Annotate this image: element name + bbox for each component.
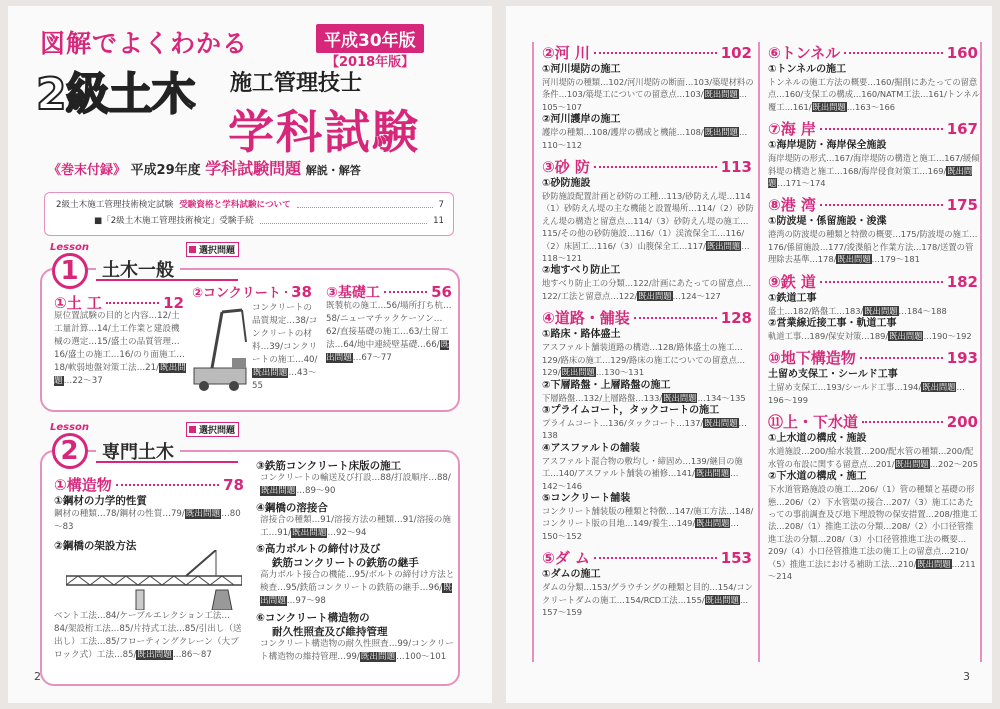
subsection-title: ②下層路盤・上層路盤の施工 [542, 379, 671, 391]
past-questions-label: 既出問題 [253, 368, 288, 378]
past-questions-label: 既出問題 [917, 558, 951, 569]
body-text: 盛土…182/路盤工…183/ [768, 305, 864, 316]
l2-sub1-title: ①鋼材の力学的性質 [54, 495, 147, 507]
subsection-body [768, 152, 980, 189]
body-tail: …118～121 [542, 240, 750, 264]
subsection-body [768, 483, 980, 582]
body-text: コンクリートの輸送及び打設…88/打設順序…88/ [260, 473, 451, 483]
past-questions-label: 既出問題 [705, 594, 739, 605]
past-questions-label: 既出問題 [360, 652, 396, 662]
intro-line-2-page: 11 [433, 216, 444, 226]
subsection-body [768, 381, 980, 406]
l2-sub3-body [260, 472, 456, 498]
body-text: アスファルト混合物の敷均し・締固め…139/継目の施工…140/アスファルト舗装の補修…141/ [542, 455, 743, 479]
subsection-body [542, 417, 754, 442]
past-questions-label: 既出問題 [137, 650, 172, 660]
body-tail: …110～112 [542, 127, 748, 150]
appendix-year: 平成29年度 [130, 163, 201, 178]
section-foundation-page: 56 [431, 283, 452, 301]
section-foundation-name: ③基礎工 [326, 285, 380, 301]
page-number-right: 3 [963, 670, 970, 683]
past-questions-label: 既出問題 [704, 89, 738, 100]
chapter-heading[interactable] [542, 156, 752, 177]
year-tag: 【2018年版】 [326, 55, 415, 70]
lesson2-tag: 選択問題 [186, 422, 239, 437]
subsection-body [542, 581, 754, 618]
body-text: 既製杭の施工…56/場所打ち杭…58/ニューマチックケーソン…62/直接基礎の施工…63/土留工法…64/地中連続壁基礎…66/ [326, 301, 452, 350]
past-questions-label: 既出問題 [663, 392, 697, 403]
subsection-title: ④アスファルトの舗装 [542, 442, 640, 454]
past-questions-label: 既出問題 [695, 468, 730, 479]
right-page [506, 6, 992, 703]
subsection-title: ①路床・路体盛土 [542, 329, 621, 341]
body-text: ダムの分類…153/グラウチングの種類と目的…154/コンクリートダムの施工…154/RCD工法…155/ [542, 582, 753, 605]
body-text: 鋼材の種類…78/鋼材の性質…79/ [54, 509, 185, 519]
body-tail: …179～181 [871, 254, 920, 265]
chapter-page: 200 [946, 413, 978, 432]
past-questions-label: 既出問題 [638, 290, 672, 301]
lesson2-title: 専門土木 [96, 438, 180, 464]
body-tail: …92～94 [327, 528, 367, 538]
body-text: アスファルト舗装道路の構造…128/路体盛土の施工…129/路床の施工…129/路床の施工についての留意点…129/ [542, 342, 746, 378]
body-tail: …211～214 [768, 558, 976, 581]
body-text: 地すべり防止工の分類…122/計画にあたっての留意点…122/工法と留意点…122/ [542, 278, 752, 301]
title-exam-small: 施工管理技士 [230, 71, 363, 96]
past-questions-label: 既出問題 [54, 363, 186, 386]
chapter-name: ④道路・舗装 [542, 309, 630, 328]
chapter-heading[interactable] [768, 271, 978, 292]
chapter-page: 167 [946, 120, 978, 139]
chapter-page: 182 [946, 272, 978, 291]
appendix-label: 《巻末付録》 [48, 163, 127, 178]
chapter-name: ⑨鉄 道 [768, 272, 816, 291]
appendix-suffix: 解説・解答 [305, 164, 361, 177]
chapter-name: ⑥トンネル [768, 44, 841, 62]
past-questions-label: 既出問題 [768, 165, 973, 189]
section-earthwork-page: 12 [163, 294, 184, 312]
l2-sub1-body [54, 508, 242, 534]
l2-sub2-title: ②鋼橋の架設方法 [54, 540, 137, 552]
lesson1-tag: 選択問題 [186, 242, 239, 257]
subsection-title: ③プライムコート，タックコートの施工 [542, 404, 720, 416]
past-questions-label: 既出問題 [261, 486, 296, 496]
chapter-page: 128 [720, 309, 752, 328]
subsection-title: 土留め支保工・シールド工事 [768, 369, 898, 381]
section-earthwork-name: ①土 工 [54, 294, 102, 312]
subsection-body [768, 330, 980, 342]
subsection-title: ①防波堤・係留施設・浚渫 [768, 216, 887, 228]
l2-sub5-body [260, 569, 456, 608]
body-tail: …67～77 [352, 353, 392, 363]
body-text: 砂防施設配置計画と砂防の工種…113/砂防えん堤…114（1）砂防えん堤の主な機能と設置場所…114/（2）砂防えん堤の構造と留意点…114/（3）砂防えん堤の施工…115/その他の砂防施設…116/（1）渓流保全工…116/（2）床固工…116/（3）山腹保全工…117/ [542, 191, 754, 251]
body-tail: …97～98 [286, 596, 326, 606]
body-text: 下層路盤…132/上層路盤…133/ [542, 392, 663, 403]
body-tail: …86～87 [172, 650, 212, 660]
past-questions-label: 既出問題 [704, 127, 738, 138]
subsection-body [542, 341, 754, 378]
body-text: 河川堤防の種類…102/河川堤防の断面…103/築堤材料の条件…103/築堤工についての留意点…103/ [542, 77, 754, 100]
past-questions-label: 既出問題 [326, 340, 450, 363]
right-column-1 [532, 42, 756, 662]
chapter-name: ⑧港 湾 [768, 196, 816, 215]
past-questions-label: 既出問題 [812, 101, 846, 112]
intro-line-1-page: 7 [438, 200, 444, 210]
l2-sub3-title: ③鉄筋コンクリート床版の施工 [256, 460, 402, 472]
chapter-name: ⑤ダ ム [542, 549, 590, 568]
lesson2-underline [96, 461, 238, 463]
page-number-left: 2 [34, 670, 41, 683]
body-text: コンクリートの品質規定…38/コンクリートの材料…39/コンクリートの施工…40/ [252, 303, 318, 365]
chapter-page: 113 [720, 158, 752, 177]
chapter-heading[interactable] [768, 42, 978, 63]
subsection-title: ①ダムの施工 [542, 569, 601, 581]
subsection-body [542, 455, 754, 492]
section-foundation-body [326, 300, 454, 365]
subsection-body [768, 445, 980, 470]
body-tail: …43～55 [252, 368, 317, 391]
chapter-page: 175 [946, 196, 978, 215]
body-text: 軌道工事…189/保安対策…189/ [768, 331, 889, 342]
column-2-list [760, 42, 980, 582]
past-questions-label: 既出問題 [889, 331, 923, 342]
body-tail: …202～205 [929, 458, 978, 469]
lesson1-badge [50, 242, 89, 289]
body-tail: …196～199 [768, 382, 965, 405]
chapter-name: ⑪上・下水道 [768, 413, 859, 432]
title-top: 図解でよくわかる [40, 29, 249, 58]
body-tail: …80～83 [54, 509, 241, 532]
section-concrete-body [252, 302, 320, 393]
chapter-heading[interactable] [768, 347, 978, 368]
section-concrete-name: ②コンクリート [192, 286, 281, 301]
intro-line-1-b: 受験資格と学科試験について [179, 200, 291, 210]
subsection-body [542, 505, 754, 542]
subsection-title: ②営業線近接工事・軌道工事 [768, 318, 897, 330]
right-column-2 [758, 42, 982, 662]
lesson2-number: 2 [52, 433, 88, 469]
l2-sub2-body [54, 610, 242, 662]
body-tail: …105～107 [542, 89, 748, 112]
body-tail: …184～188 [898, 305, 947, 316]
past-questions-label: 既出問題 [260, 583, 452, 606]
l2-sub6-body [260, 638, 456, 664]
body-tail: …171～174 [777, 178, 826, 189]
subsection-body [542, 277, 754, 302]
lesson1-label: Lesson [50, 242, 90, 253]
subsection-body [542, 392, 754, 404]
chapter-heading[interactable] [542, 42, 752, 63]
body-tail: …100～101 [396, 652, 447, 662]
chapter-heading[interactable] [768, 118, 978, 139]
body-text: ベント工法…84/ケーブルエレクション工法…84/架設桁工法…85/片持式工法…85/引出し（送出し）工法…85/フローティングクレーン（大ブロック式）工法…85/ [54, 611, 242, 660]
section-structures-page: 78 [223, 476, 244, 494]
section-structures[interactable] [54, 474, 244, 495]
section-concrete-page: 38 [291, 283, 312, 301]
appendix-title: 学科試験問題 [205, 159, 302, 178]
subsection-body [768, 305, 980, 317]
bridge-erection-illustration [66, 550, 242, 610]
subsection-title: ②下水道の構成・施工 [768, 471, 867, 483]
chapter-page: 102 [720, 44, 752, 62]
chapter-heading[interactable] [768, 411, 978, 432]
body-text: 溶接合の種類…91/溶接方法の種類…91/溶接の施工…91/ [260, 515, 451, 538]
pump-truck-illustration [192, 302, 252, 394]
body-tail: …130～131 [595, 367, 645, 378]
chapter-heading[interactable] [542, 547, 752, 568]
column-1-list [534, 42, 756, 618]
subsection-body [768, 228, 980, 265]
l2-sub6-title-a: ⑥コンクリート構造物の [256, 612, 370, 624]
body-text: 下水道管路施設の施工…206/（1）管の種類と基礎の形態…206/（2）下水管渠の接合…207/（3）施工にあたっての事前調査及び地下埋設物の保安措置…208/推進工法…208/（1）推進工法の分類…208/（2）小口径管推進工法の分類…208/（3）小口径管推進工法の概要…209/（4）小口径管推進工法の施工上の留意点…210/（5）推進工法における補助工法…210/ [768, 484, 978, 569]
edition-badge: 平成30年版 [316, 24, 424, 53]
section-structures-name: ①構造物 [54, 476, 112, 494]
section-concrete[interactable] [192, 282, 312, 301]
past-questions-label: 既出問題 [185, 509, 221, 519]
lesson1-number: 1 [52, 253, 88, 289]
left-page [8, 6, 492, 703]
body-tail: …142～146 [542, 468, 739, 491]
past-questions-label: 既出問題 [696, 518, 730, 529]
body-tail: …150～152 [542, 518, 739, 541]
body-tail: …190～192 [923, 331, 972, 342]
subsection-title: ①砂防施設 [542, 178, 591, 190]
past-questions-label: 既出問題 [706, 240, 741, 251]
title-main: 学科試験 [228, 105, 420, 159]
body-text: コンクリート舗装版の種類と特徴…147/施工方法…148/コンクリート版の目地…149/養生…149/ [542, 505, 754, 529]
lesson2-badge [50, 422, 89, 469]
body-text: 護岸の種類…108/護岸の構成と機能…108/ [542, 127, 704, 138]
subsection-body [768, 76, 980, 113]
lesson1-underline [96, 279, 238, 281]
body-tail: …89～90 [296, 486, 336, 496]
section-earthwork-body [54, 310, 186, 388]
body-text: 港湾の防波堤の種類と特徴の概要…175/防波堤の施工…176/係留施設…177/浚渫船と作業方法…178/送置の管理除去基準…178/ [768, 229, 978, 265]
subsection-title: ①河川堤防の施工 [542, 64, 621, 75]
intro-line-2[interactable] [94, 215, 444, 228]
subsection-body [542, 190, 754, 264]
past-questions-label: 既出問題 [864, 305, 898, 316]
body-tail: …22～37 [63, 376, 103, 386]
chapter-name: ⑦海 岸 [768, 120, 816, 139]
chapter-name: ③砂 防 [542, 158, 590, 177]
subsection-title: ②河川護岸の施工 [542, 114, 621, 126]
lesson1-title: 土木一般 [96, 256, 180, 282]
body-text: 水道施設…200/給水装置…200/配水管の種類…200/配水管の布設に関する留意点…201/ [768, 446, 974, 469]
l2-sub5-title-a: ⑤高力ボルトの締付け及び [256, 543, 381, 555]
body-text: コンクリート構造物の耐久性照査…99/コンクリート構造物の維持管理…99/ [260, 639, 454, 662]
body-text: 原位置試験の目的と内容…12/土工量計算…14/土工作業と建設機械の選定…15/盛土の品質管理…16/盛土の施工…16/のり面施工…18/軟弱地盤対策工法…21/ [54, 311, 185, 373]
subsection-title: ⑤コンクリート舗装 [542, 492, 631, 504]
appendix-line [48, 156, 361, 179]
title-grade: 2級土木 [36, 69, 195, 120]
subsection-body [542, 76, 754, 113]
chapter-page: 153 [720, 549, 752, 568]
past-questions-label: 既出問題 [837, 254, 871, 265]
chapter-name: ⑩地下構造物 [768, 349, 856, 368]
intro-line-1-a: 2級土木施工管理技術検定試験 [56, 200, 174, 210]
chapter-name: ②河 川 [542, 44, 590, 62]
subsection-title: ②地すべり防止工 [542, 265, 621, 277]
chapter-heading[interactable] [768, 194, 978, 215]
subsection-title: ①鉄道工事 [768, 292, 817, 304]
intro-line-2-text: ■「2級土木施工管理技術検定」受験手続 [94, 216, 254, 226]
past-questions-label: 既出問題 [561, 367, 595, 378]
subsection-title: ①上水道の構成・施設 [768, 433, 867, 445]
body-tail: …134～135 [697, 392, 746, 403]
body-tail: …124～127 [672, 290, 721, 301]
subsection-body [542, 126, 754, 151]
chapter-page: 193 [946, 349, 978, 368]
body-tail: …163～166 [846, 101, 896, 112]
body-text: 土留め支保工…193/シールド工事…194/ [768, 382, 922, 393]
body-text: 高力ボルト接合の機能…95/ボルトの締付け方法と検査…95/鉄筋コンクリートの鉄筋の継手…96/ [260, 570, 455, 593]
past-questions-label: 既出問題 [292, 528, 327, 538]
body-text: トンネルの施工方法の概要…160/掘削にあたっての留意点…160/支保工の構成…160/NATM工法…161/トンネル覆工…161/ [768, 77, 980, 112]
body-tail: …138 [542, 417, 747, 441]
past-questions-label: 既出問題 [704, 417, 738, 428]
subsection-title: ①海岸堤防・海岸保全施設 [768, 140, 887, 152]
chapter-page: 160 [946, 44, 978, 62]
l2-sub6-title-b: 耐久性照査及び維持管理 [272, 626, 388, 638]
section-foundation[interactable] [326, 282, 452, 302]
l2-sub4-body [260, 514, 456, 540]
body-text: プライムコート…136/タックコート…137/ [542, 417, 704, 428]
subsection-title: ①トンネルの施工 [768, 64, 847, 75]
lesson2-label: Lesson [50, 422, 90, 433]
chapter-heading[interactable] [542, 307, 752, 328]
past-questions-label: 既出問題 [895, 458, 929, 469]
past-questions-label: 既出問題 [922, 382, 956, 393]
body-text: 海岸堤防の形式…167/海岸堤防の構造と施工…167/緩傾斜堤の構造と施工…168/海岸侵食対策工…169/ [768, 153, 980, 176]
l2-sub5-title-b: 鉄筋コンクリートの鉄筋の継手 [272, 557, 419, 569]
l2-sub4-title: ④鋼橋の溶接合 [256, 502, 328, 514]
body-tail: …157～159 [542, 594, 749, 617]
